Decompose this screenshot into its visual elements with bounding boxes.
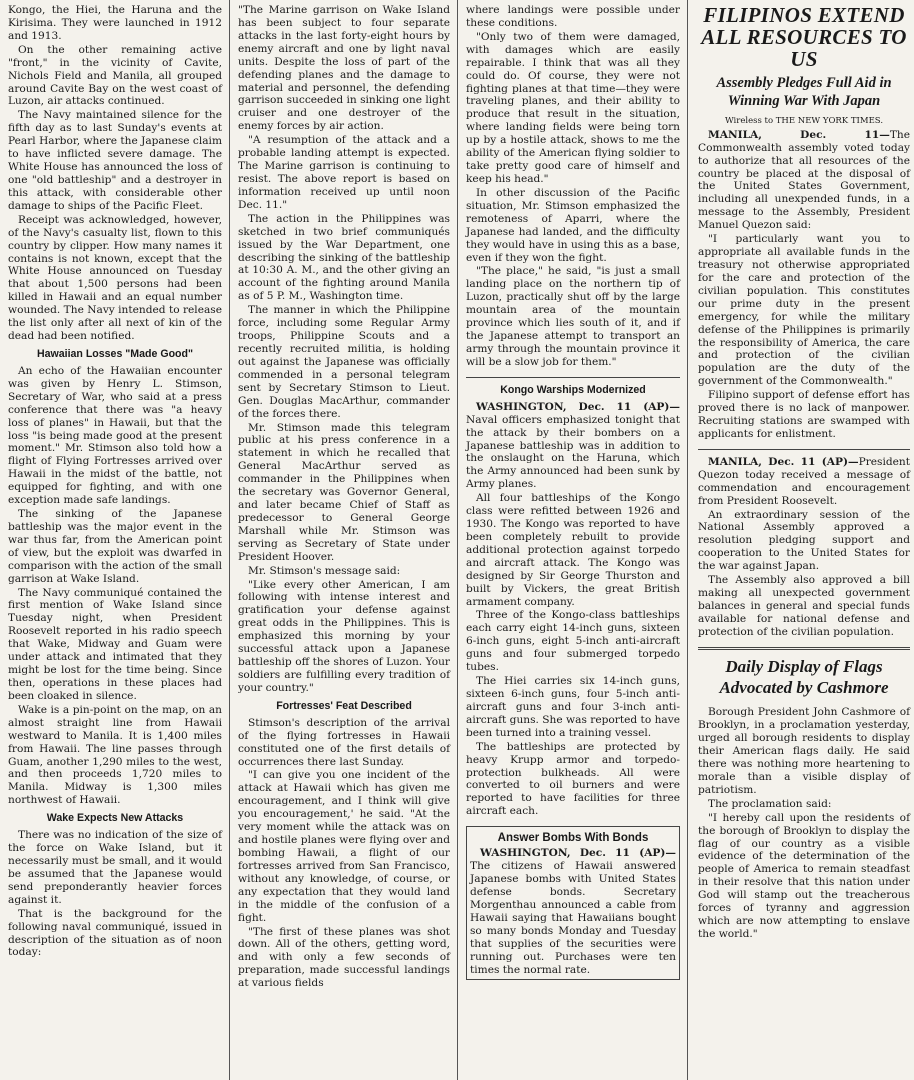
paragraph: The Navy maintained silence for the fifth day as to last Sunday's events at Pearl Harbor, where the Japanese claim to have inflicted severe damage. The White House has announced the loss of one "old battleship" and a destroyer in this attack, with considerable other damage to ships of the Pacific Fleet. xyxy=(8,109,222,212)
paragraph: Wake is a pin-point on the map, on an almost straight line from Hawaii westward to Manila. It is 1,400 miles from Hawaii. The line passes through Guam, another 1,290 miles to the west, and then proceeds 1,720 miles to Manila. Midway is 1,300 miles northwest of Hawaii. xyxy=(8,703,222,807)
paragraph: "I hereby call upon the residents of the borough of Brooklyn to display the flag of our country as a visible evidence of the determination of the people of America to remain steadfast in their resolve that this nation under God will stamp out the treacherous forces of tyranny and aggression which are now attempting to enslave the world." xyxy=(698,811,910,940)
divider xyxy=(466,377,680,378)
paragraph: The Navy communiqué contained the first mention of Wake Island since Tuesday night, when President Roosevelt reported in his radio speech that Wake, Midway and Guam were under attack and intimated that they might be lost for the time being. Since then, operations in these places had been cloaked in silence. xyxy=(8,586,222,702)
paragraph: Filipino support of defense effort has proved there is no lack of manpower. Recruiting stations are swamped with applicants for enlistment. xyxy=(698,389,910,440)
divider xyxy=(698,449,910,450)
paragraph: An extraordinary session of the National Assembly approved a resolution pledging support and cooperation to the United States for the war against Japan. xyxy=(698,508,910,573)
paragraph: The battleships are protected by heavy Krupp armor and torpedo-protection bulkheads. All were converted to oil burners and were reported to have facilities for three aircraft each. xyxy=(466,740,680,818)
box-headline: Answer Bombs With Bonds xyxy=(497,832,649,845)
paragraph: Mr. Stimson made this telegram public at his press conference in a statement in which he recalled that General MacArthur served as commander in the Philippines when the secretary was Governor General, and later became Chief of Staff as predecessor to General George Marshall while Mr. Stimson was serving as Secretary of State under President Hoover. xyxy=(238,421,450,563)
paragraph: "I can give you one incident of the attack at Hawaii which has given me encouragement, and I think will give you encouragement,' he said. "At the very moment while the attack was on and hostile planes were flying over and bombing Hawaii, a flight of our fortresses arrived from San Francisco, without any knowledge, of course, or any expectation that they would land in the middle of the confusion of a fight. xyxy=(238,769,450,924)
paragraph: In other discussion of the Pacific situation, Mr. Stimson emphasized the remoteness of Aparri, where the Japanese had landed, and the difficulty they would have in using this as a base, even if they won the fight. xyxy=(466,186,680,264)
paragraph: "The first of these planes was shot down. All of the others, getting word, and with only a few seconds of preparation, made successful landings at various fields xyxy=(238,925,450,990)
column-rule xyxy=(687,0,688,1080)
paragraph: The citizens of Hawaii answered Japanese bombs with United States defense bonds. Secretary Morgenthau announced a cable from Hawaii saying that Hawaiians bought so many bonds Monday and Tuesday that supplies of the securities were running out. Purchases were ten times the normal rate. xyxy=(470,860,676,976)
paragraph: The Hiei carries six 14-inch guns, sixteen 6-inch guns, four 5-inch anti-aircraft guns and four 3-inch anti-aircraft guns. She was reported to have been turned into a training vessel. xyxy=(466,675,680,739)
dateline: MANILA, Dec. 11— xyxy=(708,128,890,141)
column-3 xyxy=(458,0,686,1080)
column-2 xyxy=(230,0,456,1080)
paragraph: "I particularly want you to appropriate all available funds in the treasury not otherwise appropriated for the care and protection of the civilian population. This constitutes our prime duty in the present emergency, for while the military defense of the Philippines is primarily the responsibility of America, the care and protection of the civilian population are the duty of the government of the Commonwealth." xyxy=(698,233,910,388)
divider xyxy=(698,647,910,650)
paragraph: "A resumption of the attack and a probable landing attempt is expected. The Marine garrison is continuing to resist. The above report is based on information received up until noon Dec. 11." xyxy=(238,134,450,211)
main-headline: FILIPINOS EXTEND ALL RESOURCES TO US xyxy=(701,3,907,72)
paragraph: There was no indication of the size of the force on Wake Island, but it necessarily must be small, and it would be assumed that the Japanese would send preponderantly heavier forces against it. xyxy=(8,829,222,906)
paragraph: The sinking of the Japanese battleship was the major event in the war thus far, from the American point of view, but the exploit was dwarfed in comparison with the action of the small garrison at Wake Island. xyxy=(8,508,222,585)
paragraph: The action in the Philippines was sketched in two brief communiqués issued by the War Department, one describing the sinking of the battleship at 10:30 A. M., and the other giving an account of the fighting around Manila as of 5 P. M., Washington time. xyxy=(238,212,450,303)
deck-headline: Assembly Pledges Full Aid in Winning War With Japan xyxy=(716,75,892,110)
paragraph: The manner in which the Philippine force, including some Regular Army troops, Philippine Scouts and a recently recruited militia, is holding out against the Japanese was officially commended in a personal telegram sent by Secretary Stimson to Lieut. Gen. Douglas MacArthur, commander of the forces there. xyxy=(238,304,450,420)
paragraph: The Assembly also approved a bill making all unexpected government balances in general and special funds available for national defense and protection of the civilian population. xyxy=(698,574,910,638)
subhead-wake-attacks: Wake Expects New Attacks xyxy=(46,812,184,825)
paragraph: That is the background for the following naval communiqué, issued in description of the situation as of noon today: xyxy=(8,907,222,959)
paragraph: Borough President John Cashmore of Brooklyn, in a proclamation yesterday, urged all borough residents to display their American flags daily. He said there was nothing more heartening to morale than a visible display of patriotism. xyxy=(698,706,910,796)
subhead-fortresses: Fortresses' Feat Described xyxy=(276,699,412,712)
paragraph: "The Marine garrison on Wake Island has been subject to four separate attacks in the last forty-eight hours by enemy aircraft and one by light naval units. Despite the loss of part of the defending planes and the damage to material and personnel, the defending garrison succeeded in sinking one light cruiser and one destroyer of the enemy forces by air action. xyxy=(238,4,450,133)
flags-headline: Daily Display of Flags Advocated by Cashmore xyxy=(719,656,889,698)
paragraph: Three of the Kongo-class battleships each carry eight 14-inch guns, sixteen 6-inch guns, eight 5-inch anti-aircraft guns and four submerged torpedo tubes. xyxy=(466,609,680,674)
dateline: MANILA, Dec. 11 (AP)— xyxy=(708,455,859,468)
wire-credit: Wireless to THE NEW YORK TIMES. xyxy=(724,116,884,127)
paragraph: President Quezon today received a message of commendation and encouragement from President Roosevelt. xyxy=(698,455,910,507)
paragraph: On the other remaining active "front," in the vicinity of Cavite, Nichols Field and Manila, all grouped around Cavite Bay on the west coast of Luzon, air attacks continued. xyxy=(8,43,222,108)
paragraph: The proclamation said: xyxy=(708,797,832,810)
paragraph: where landings were possible under these conditions. xyxy=(466,4,680,29)
paragraph: Kongo, the Hiei, the Haruna and the Kirisima. They were launched in 1912 and 1913. xyxy=(8,4,222,42)
paragraph: An echo of the Hawaiian encounter was given by Henry L. Stimson, Secretary of War, who said at a press conference that there was "a heavy loss of planes" in Hawaii, but that the loss "is being made good at the present moment." Mr. Stimson also told how a flight of Flying Fortresses arrived over Hawaii in the midst of the battle, not equipped for fighting, and with one exception made safe landings. xyxy=(8,364,222,507)
paragraph: "The place," he said, "is just a small landing place on the northern tip of Luzon, practically shut off by the large mountain area of the mountain province which lies south of it, and if the Japanese attempt to transport an army through the mountain province it will be a slow job for them." xyxy=(466,265,680,368)
paragraph: Receipt was acknowledged, however, of the Navy's casualty list, flown to this country by clipper. How many names it contains is not known, except that the White House announced on Tuesday that about 1,500 persons had been killed in Hawaii and an equal number wounded. The Navy intended to release the list only after all next of kin of the dead had been notified. xyxy=(8,213,222,343)
paragraph: Mr. Stimson's message said: xyxy=(248,564,401,577)
bonds-box xyxy=(466,826,680,980)
paragraph: All four battleships of the Kongo class were refitted between 1926 and 1930. The Kongo was reported to have been completely rebuilt to provide additional protection against torpedo and aircraft attack. The Kongo was designed by Sir George Thurston and built by Vickers, the great British armament company. xyxy=(466,492,680,608)
column-1 xyxy=(0,0,228,1080)
paragraph: Stimson's description of the arrival of the flying fortresses in Hawaii constituted one of the first details of occurrences there last Sunday. xyxy=(238,716,450,768)
dateline: WASHINGTON, Dec. 11 (AP)— xyxy=(476,400,680,413)
dateline: WASHINGTON, Dec. 11 (AP)— xyxy=(480,847,676,860)
paragraph: "Like every other American, I am following with intense interest and gratification your defense against great odds in the Philippines. This is emphasized this morning by your successful attack upon a Japanese battleship off the shores of Luzon. Your soldiers are fulfilling every tradition of your country." xyxy=(238,578,450,694)
paragraph: "Only two of them were damaged, with damages which are easily repairable. I think that was all they could do. Of course, they were not fighting planes at that time—they were traveling planes, and their ability to produce that result in the situation, where landing fields were being torn up by a hostile attack, shows to me the ability of the American flying soldier to take pretty good care of himself and keep his head." xyxy=(466,30,680,185)
subhead-hawaiian-losses: Hawaiian Losses "Made Good" xyxy=(36,347,194,360)
subhead-kongo: Kongo Warships Modernized xyxy=(500,383,646,396)
column-4 xyxy=(690,0,914,1080)
paragraph: Naval officers emphasized tonight that the attack by their bombers on a Japanese battleship was in addition to the onslaught on the Haruna, which the Army announced had been sunk by Army planes. xyxy=(466,413,680,491)
paragraph: The Commonwealth assembly voted today to authorize that all resources of the country be placed at the disposal of the United States Government, including all unexpended funds, in a message to the Assembly, President Manuel Quezon said: xyxy=(698,128,910,232)
